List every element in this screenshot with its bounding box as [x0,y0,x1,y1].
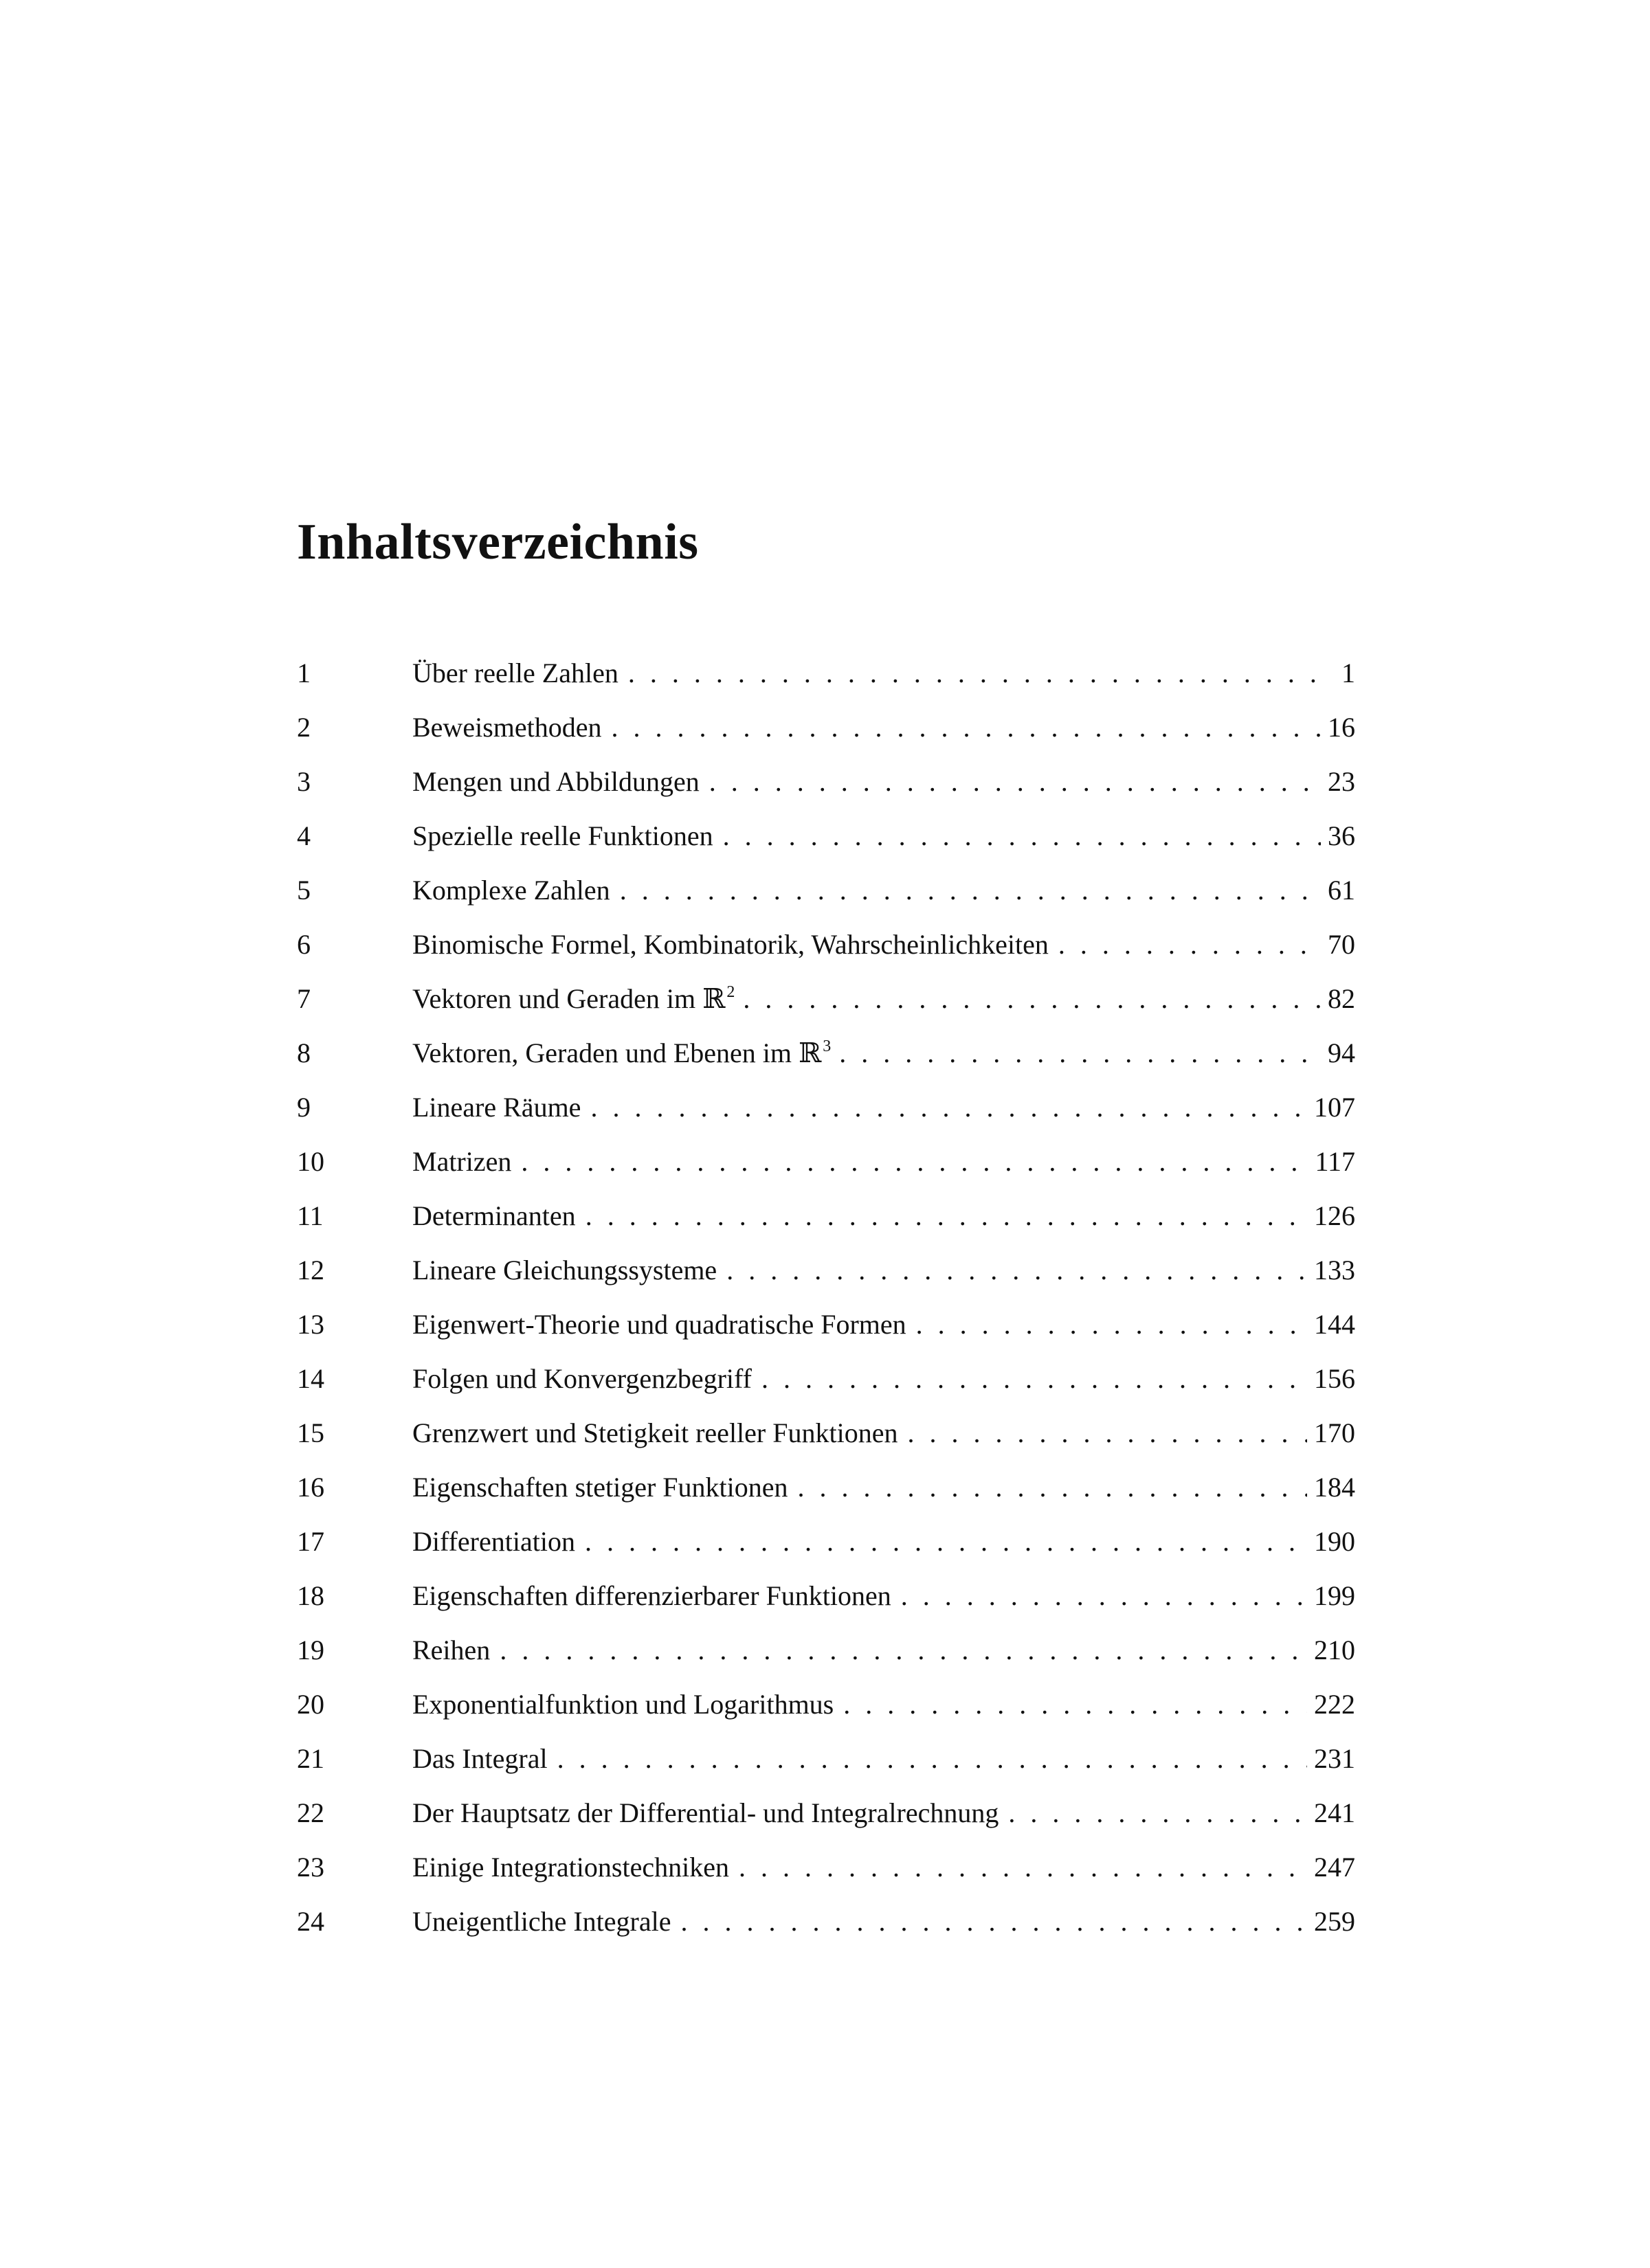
toc-entry[interactable] [297,1731,1355,1786]
dot-leader [500,1623,1307,1677]
toc-entry[interactable] [297,1134,1355,1189]
dot-leader [907,1406,1307,1460]
chapter-title: Uneigentliche Integrale [412,1906,671,1937]
dot-leader [726,1243,1307,1297]
chapter-number: 6 [297,929,311,960]
toc-entry[interactable] [297,1026,1355,1080]
chapter-title: Exponentialfunktion und Logarithmus [412,1689,834,1720]
page-number: 61 [1328,875,1355,906]
dot-leader [843,1677,1307,1731]
chapter-title: Der Hauptsatz der Differential- und Integralrechnung [412,1797,999,1828]
page-number: 170 [1314,1417,1355,1448]
chapter-title: Beweismethoden [412,712,602,743]
chapter-title: Komplexe Zahlen [412,875,610,906]
toc-entry[interactable] [297,1189,1355,1243]
page-number: 222 [1314,1689,1355,1720]
chapter-title: Eigenwert-Theorie und quadratische Formen [412,1309,906,1340]
dot-leader [901,1569,1307,1623]
chapter-number: 22 [297,1797,324,1828]
chapter-title: Spezielle reelle Funktionen [412,820,713,851]
superscript: 3 [823,1037,832,1055]
dot-leader [723,809,1321,863]
chapter-number: 7 [297,983,311,1014]
dot-leader [620,863,1321,917]
page-number: 94 [1328,1037,1355,1068]
chapter-title: Differentiation [412,1526,575,1557]
toc-entry[interactable] [297,1406,1355,1460]
toc-entry[interactable] [297,809,1355,863]
page-number: 210 [1314,1635,1355,1665]
toc-entry[interactable] [297,1786,1355,1840]
page-number: 133 [1314,1255,1355,1285]
toc-entry[interactable] [297,863,1355,917]
page-number: 144 [1314,1309,1355,1340]
dot-leader [1058,917,1321,972]
toc-entry[interactable] [297,972,1355,1026]
chapter-title: Das Integral [412,1743,548,1774]
page-number: 126 [1314,1200,1355,1231]
page-number: 184 [1314,1472,1355,1503]
toc-entry[interactable] [297,1460,1355,1514]
chapter-number: 2 [297,712,311,743]
toc-entry[interactable] [297,1297,1355,1351]
dot-leader [1008,1786,1307,1840]
chapter-title: Reihen [412,1635,491,1665]
chapter-title: Vektoren, Geraden und Ebenen im ℝ$^3$ [412,1037,832,1068]
chapter-number: 13 [297,1309,324,1340]
chapter-title: Eigenschaften differenzierbarer Funktionen [412,1580,891,1611]
toc-entry[interactable] [297,1080,1355,1134]
toc-entry[interactable] [297,1894,1355,1949]
chapter-number: 1 [297,658,311,688]
chapter-title: Einige Integrationstechniken [412,1852,729,1883]
page-number: 190 [1314,1526,1355,1557]
page-title: Inhaltsverzeichnis [297,514,699,570]
toc-entry[interactable] [297,646,1355,700]
chapter-number: 15 [297,1417,324,1448]
page-number: 36 [1328,820,1355,851]
dot-leader [557,1731,1307,1786]
dot-leader [612,700,1322,754]
chapter-title: Lineare Gleichungssysteme [412,1255,717,1285]
chapter-number: 18 [297,1580,324,1611]
chapter-title: Vektoren und Geraden im ℝ$^2$ [412,983,735,1014]
toc-entry[interactable] [297,1623,1355,1677]
chapter-title: Eigenschaften stetiger Funktionen [412,1472,788,1503]
page-number: 199 [1314,1580,1355,1611]
chapter-title: Determinanten [412,1200,576,1231]
chapter-number: 20 [297,1689,324,1720]
toc-entry[interactable] [297,700,1355,754]
chapter-title: Matrizen [412,1146,512,1177]
chapter-title: Grenzwert und Stetigkeit reeller Funktionen [412,1417,898,1448]
table-of-contents [297,646,1355,1949]
chapter-number: 4 [297,820,311,851]
chapter-number: 24 [297,1906,324,1937]
dot-leader [761,1351,1307,1406]
chapter-title: Folgen und Konvergenzbegriff [412,1363,752,1394]
chapter-number: 12 [297,1255,324,1285]
toc-entry[interactable] [297,1351,1355,1406]
dot-leader [628,646,1321,700]
toc-entry[interactable] [297,1677,1355,1731]
page-number: 107 [1314,1092,1355,1123]
page-number: 82 [1328,983,1355,1014]
page-number: 23 [1328,766,1355,797]
toc-entry[interactable] [297,1840,1355,1894]
chapter-title: Über reelle Zahlen [412,658,618,688]
chapter-number: 10 [297,1146,324,1177]
dot-leader [739,1840,1307,1894]
chapter-number: 3 [297,766,311,797]
page-number: 247 [1314,1852,1355,1883]
toc-entry[interactable] [297,754,1355,809]
page-number: 156 [1314,1363,1355,1394]
chapter-title: Lineare Räume [412,1092,581,1123]
page-number: 1 [1341,658,1355,688]
toc-entry[interactable] [297,1243,1355,1297]
chapter-number: 5 [297,875,311,906]
toc-entry[interactable] [297,1569,1355,1623]
page-number: 70 [1328,929,1355,960]
chapter-number: 16 [297,1472,324,1503]
page-number: 259 [1314,1906,1355,1937]
dot-leader [709,754,1321,809]
page-number: 241 [1314,1797,1355,1828]
dot-leader [590,1080,1307,1134]
toc-entry[interactable] [297,1514,1355,1569]
dot-leader [521,1134,1308,1189]
page-number: 117 [1315,1146,1355,1177]
chapter-number: 23 [297,1852,324,1883]
chapter-title: Mengen und Abbildungen [412,766,700,797]
dot-leader [743,972,1321,1026]
dot-leader [916,1297,1307,1351]
chapter-number: 8 [297,1037,311,1068]
chapter-number: 17 [297,1526,324,1557]
dot-leader [586,1189,1307,1243]
chapter-number: 11 [297,1200,324,1231]
chapter-number: 19 [297,1635,324,1665]
chapter-number: 21 [297,1743,324,1774]
page-number: 231 [1314,1743,1355,1774]
page-number: 16 [1328,712,1355,743]
chapter-number: 14 [297,1363,324,1394]
dot-leader [839,1026,1321,1080]
chapter-title: Binomische Formel, Kombinatorik, Wahrscheinlichkeiten [412,929,1049,960]
chapter-number: 9 [297,1092,311,1123]
dot-leader [585,1514,1307,1569]
superscript: 2 [726,983,735,1001]
dot-leader [798,1460,1307,1514]
toc-entry[interactable] [297,917,1355,972]
dot-leader [680,1894,1307,1949]
